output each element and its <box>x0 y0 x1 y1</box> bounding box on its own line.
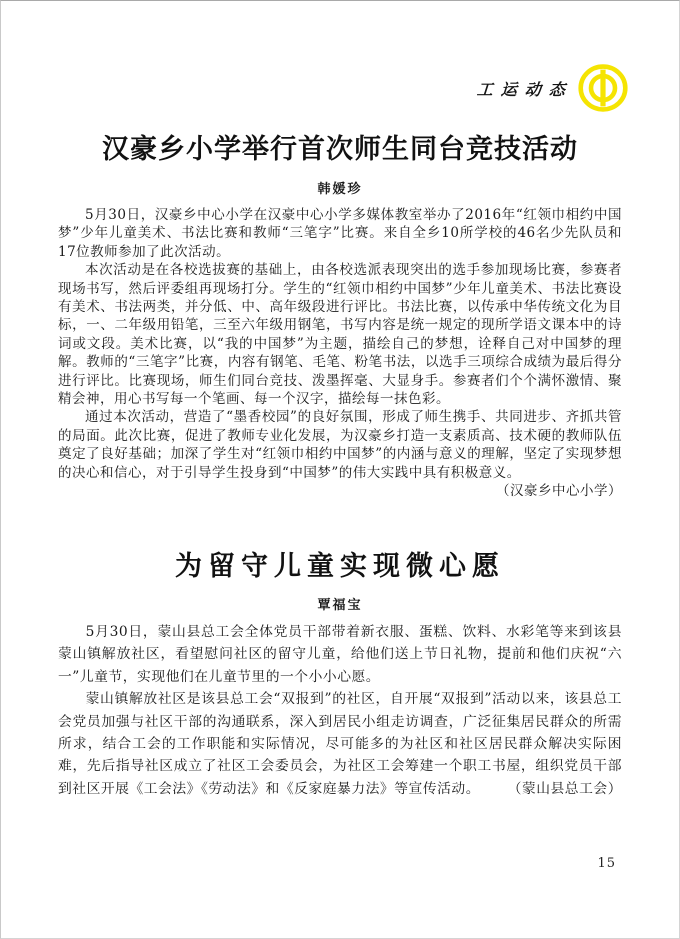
article-author: 覃福宝 <box>317 598 363 613</box>
paragraph <box>58 206 622 261</box>
trade-union-emblem-icon <box>578 64 628 112</box>
article-body <box>58 206 622 501</box>
paragraph <box>58 261 622 408</box>
paragraph-text: 本次活动是在各校选拔赛的基础上，由各校选派表现突出的选手参加现场比赛，参赛者现场书写，然后评委组再现场打分。学生的“红领巾相约中国梦”少年儿童美术、书法比赛设有美术、书法两类，并分低、中、高年级段进行评比。书法比赛，以传承中华传统文化为目标，一、二年级用铅笔，三至六年级用钢笔，书写内容是统一规定的现所学语文课本中的诗词或文段。美术比赛，以“我的中国梦”为主题，描绘自己的梦想，诠释自己对中国梦的理解。教师的“三笔字”比赛，内容有钢笔、毛笔、粉笔书法，以选手三项综合成绩为最后得分进行评比。比赛现场，师生们同台竞技、泼墨挥毫、大显身手。参赛者们个个满怀激情、聚精会神，用心书写每一个笔画、每一个汉字，描绘每一抹色彩。 <box>58 262 622 408</box>
article-author: 韩媛珍 <box>317 182 363 197</box>
page-number: 15 <box>597 856 616 871</box>
masthead-title: 工运动态 <box>476 79 574 99</box>
paragraph-text: 通过本次活动，营造了“墨香校园”的良好氛围，形成了师生携手、共同进步、齐抓共管的局面。此次比赛，促进了教师专业化发展，为汉豪乡打造一支素质高、技术硬的教师队伍奠定了良好基础；加深了学生对“红领巾相约中国梦”的内涵与意义的理解，坚定了实现梦想的决心和信心，对于引导学生投身到“中国梦”的伟大实践中具有积极意义。 <box>58 409 622 481</box>
paragraph-text: 5月30日，汉豪乡中心小学在汉豪中心小学多媒体教室举办了2016年“红领巾相约中国梦”少年儿童美术、书法比赛和教师“三笔字”比赛。来自全乡10所学校的46名少先队员和17位教师参加了此次活动。 <box>58 207 622 260</box>
article-title: 为留守儿童实现微心愿 <box>175 551 505 582</box>
article-attribution: （蒙山县总工会） <box>507 780 622 797</box>
page-header <box>477 64 628 112</box>
paragraph <box>58 621 622 688</box>
article-body <box>58 621 622 800</box>
paragraph-text: 5月30日，蒙山县总工会全体党员干部带着新衣服、蛋糕、饮料、水彩笔等来到该县蒙山镇解放社区，看望慰问社区的留守儿童，给他们送上节日礼物，提前和他们庆祝“六一”儿童节，实现他们在儿童节里的一个小小心愿。 <box>58 624 622 685</box>
article-title: 汉豪乡小学举行首次师生同台竞技活动 <box>102 134 578 165</box>
paragraph <box>58 688 622 800</box>
article-attribution: （汉豪乡中心小学） <box>496 483 622 500</box>
paragraph-text: 蒙山镇解放社区是该县总工会“双报到”的社区，自开展“双报到”活动以来，该县总工会党员加强与社区干部的沟通联系，深入到居民小组走访调查，广泛征集居民群众的所需所求，结合工会的工作职能和实际情况，尽可能多的为社区和社区居民群众解决实际困难，先后指导社区成立了社区工会委员会，为社区工会筹建一个职工书屋，组织党员干部到社区开展《工会法》《劳动法》和《反家庭暴力法》等宣传活动。 <box>58 691 622 797</box>
paragraph <box>58 408 622 500</box>
